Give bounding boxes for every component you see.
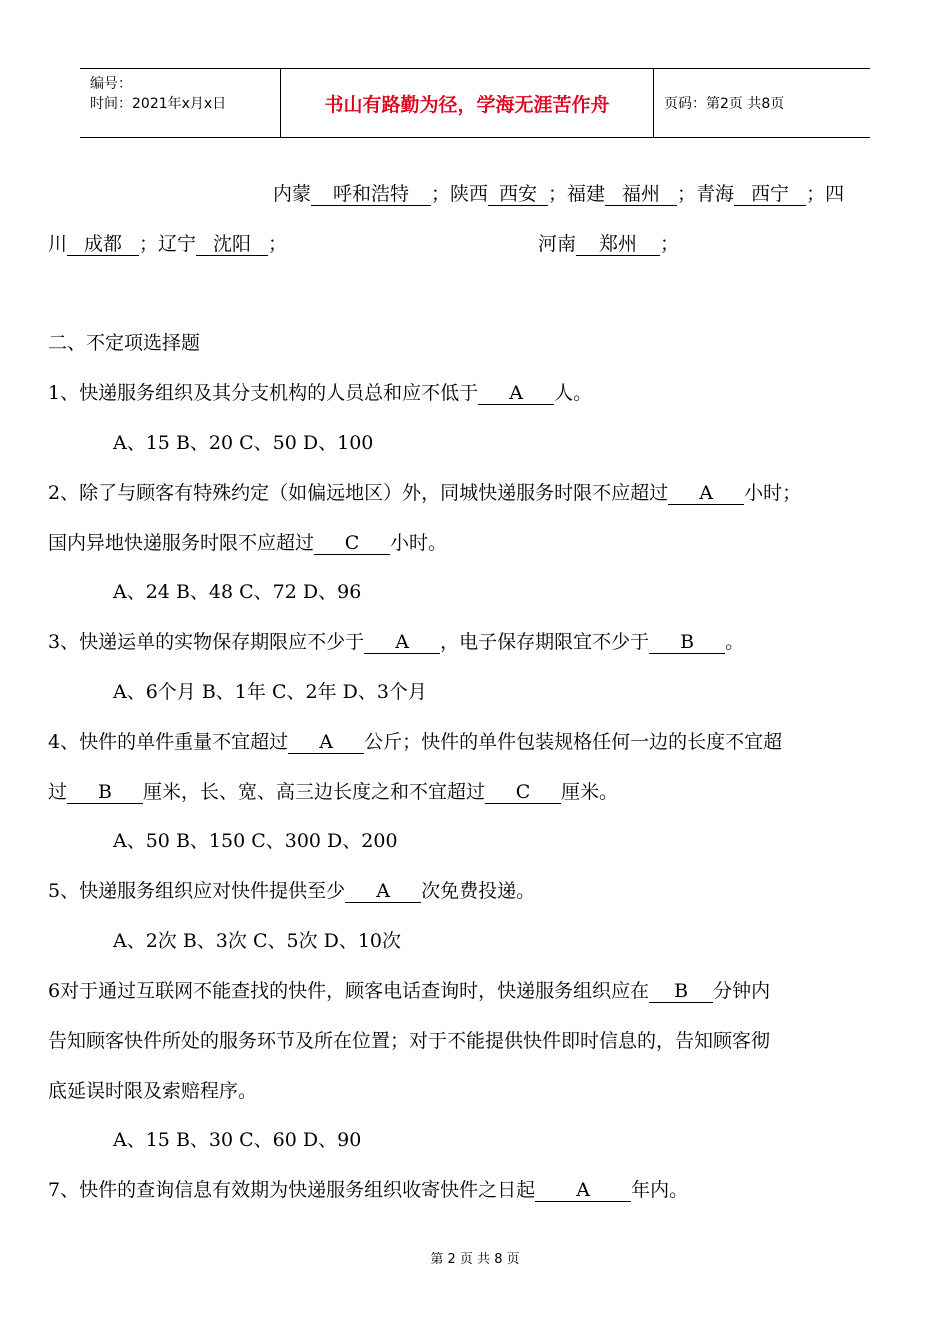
- province-label: ；福建: [548, 183, 606, 205]
- header-info-cell: [80, 69, 281, 137]
- question-6-line-3: 底延误时限及索赔程序。: [48, 1080, 258, 1102]
- answer-blank: B: [67, 781, 143, 804]
- question-5-options: A、2次 B、3次 C、5次 D、10次: [113, 930, 402, 952]
- page-header: [80, 68, 870, 138]
- question-2-options: A、24 B、48 C、72 D、96: [113, 581, 362, 603]
- question-text: 7、快件的查询信息有效期为快递服务组织收寄快件之日起: [48, 1179, 536, 1201]
- province-label: 河南: [538, 233, 577, 255]
- answer-blank: C: [314, 532, 390, 555]
- capital-answer: 西宁: [734, 183, 806, 206]
- capital-answer: 西安: [488, 183, 548, 206]
- question-7: [48, 1178, 688, 1202]
- question-text: 4、快件的单件重量不宜超过: [48, 731, 289, 753]
- question-text: 3、快递运单的实物保存期限应不少于: [48, 631, 365, 653]
- province-label: ；四: [806, 183, 845, 205]
- question-6-line-2: 告知顾客快件所处的服务环节及所在位置；对于不能提供快件即时信息的，告知顾客彻: [48, 1030, 771, 1052]
- question-1: [48, 381, 592, 405]
- question-text: 5、快递服务组织应对快件提供至少: [48, 880, 346, 902]
- separator: ；: [660, 233, 680, 255]
- question-text: 2、除了与顾客有特殊约定（如偏远地区）外，同城快递服务时限不应超过: [48, 482, 669, 504]
- question-text: 小时；: [744, 482, 802, 504]
- question-1-options: A、15 B、20 C、50 D、100: [113, 432, 374, 454]
- question-6: [48, 979, 770, 1003]
- answer-blank: A: [288, 731, 364, 754]
- question-text: 。: [725, 631, 745, 653]
- question-5: [48, 879, 535, 903]
- question-2-line-2: [48, 531, 447, 555]
- province-label: 内蒙: [273, 183, 312, 205]
- question-text: 公斤；快件的单件包装规格任何一边的长度不宜超: [364, 731, 783, 753]
- capitals-line-2b: [538, 232, 679, 256]
- separator: ；: [268, 233, 288, 255]
- capitals-line-1: [273, 182, 844, 206]
- answer-blank: B: [649, 631, 725, 654]
- province-label: ；陕西: [431, 183, 489, 205]
- question-6-options: A、15 B、30 C、60 D、90: [113, 1129, 362, 1151]
- capitals-line-2: [48, 232, 287, 256]
- answer-blank: A: [478, 382, 554, 405]
- capital-answer: 呼和浩特: [311, 183, 431, 206]
- capital-answer: 郑州: [576, 233, 660, 256]
- question-2: [48, 481, 801, 505]
- province-label: ；青海: [677, 183, 735, 205]
- answer-blank: A: [364, 631, 440, 654]
- question-text: 小时。: [390, 532, 448, 554]
- question-4-options: A、50 B、150 C、300 D、200: [113, 830, 398, 852]
- question-text: 6对于通过互联网不能查找的快件，顾客电话查询时，快递服务组织应在: [48, 980, 650, 1002]
- answer-blank: B: [649, 980, 713, 1003]
- capital-answer: 福州: [605, 183, 677, 206]
- date-label: 时间：2021年x月x日: [90, 96, 227, 112]
- province-label: ；辽宁: [139, 233, 197, 255]
- answer-blank: A: [345, 880, 421, 903]
- question-text: 国内异地快递服务时限不应超过: [48, 532, 315, 554]
- province-label: 川: [48, 233, 68, 255]
- question-3-options: A、6个月 B、1年 C、2年 D、3个月: [113, 681, 427, 703]
- question-text: 次免费投递。: [421, 880, 536, 902]
- answer-blank: A: [668, 482, 744, 505]
- question-4-line-2: [48, 780, 618, 804]
- answer-blank: A: [535, 1179, 631, 1202]
- question-text: 厘米。: [561, 781, 619, 803]
- code-label: 编号：: [90, 76, 132, 92]
- section-title: 二、不定项选择题: [48, 332, 201, 354]
- page-footer: 第 2 页 共 8 页: [430, 1252, 520, 1267]
- question-text: 1、快递服务组织及其分支机构的人员总和应不低于: [48, 382, 479, 404]
- question-text: 过: [48, 781, 68, 803]
- question-4: [48, 730, 782, 754]
- header-motto: 书山有路勤为径，学海无涯苦作舟: [281, 69, 654, 137]
- answer-blank: C: [485, 781, 561, 804]
- header-page-info: 页码：第2页 共8页: [664, 96, 785, 112]
- question-text: 人。: [554, 382, 593, 404]
- question-text: ，电子保存期限宜不少于: [440, 631, 650, 653]
- question-text: 年内。: [631, 1179, 689, 1201]
- question-text: 厘米，长、宽、高三边长度之和不宜超过: [143, 781, 486, 803]
- capital-answer: 成都: [67, 233, 139, 256]
- capital-answer: 沈阳: [196, 233, 268, 256]
- question-text: 分钟内: [713, 980, 771, 1002]
- question-3: [48, 630, 744, 654]
